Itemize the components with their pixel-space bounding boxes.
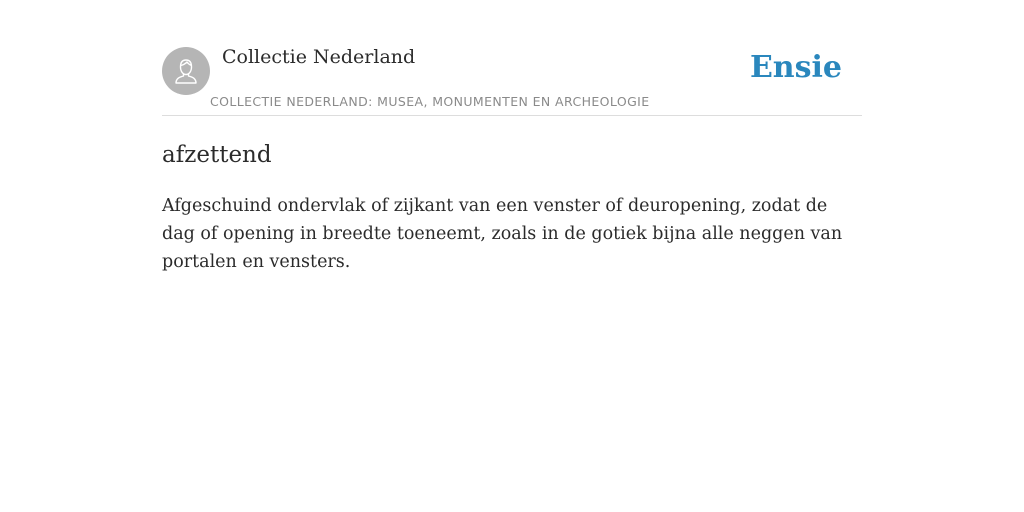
entry-term: afzettend xyxy=(162,142,272,168)
entry-header xyxy=(162,0,862,116)
ensie-logo[interactable]: Ensie xyxy=(749,50,842,85)
author-name[interactable]: Collectie Nederland xyxy=(222,46,416,68)
avatar[interactable] xyxy=(162,47,210,95)
source-label[interactable]: COLLECTIE NEDERLAND: MUSEA, MONUMENTEN EN ARCHEOLOGIE xyxy=(210,94,650,109)
entry-card xyxy=(162,0,862,276)
entry-definition: Afgeschuind ondervlak of zijkant van een venster of deuropening, zodat de dag of opening in breedte toeneemt, zoals in de gotiek bijna alle neggen van portalen en vensters. xyxy=(162,196,843,272)
user-outline-icon xyxy=(169,54,203,88)
